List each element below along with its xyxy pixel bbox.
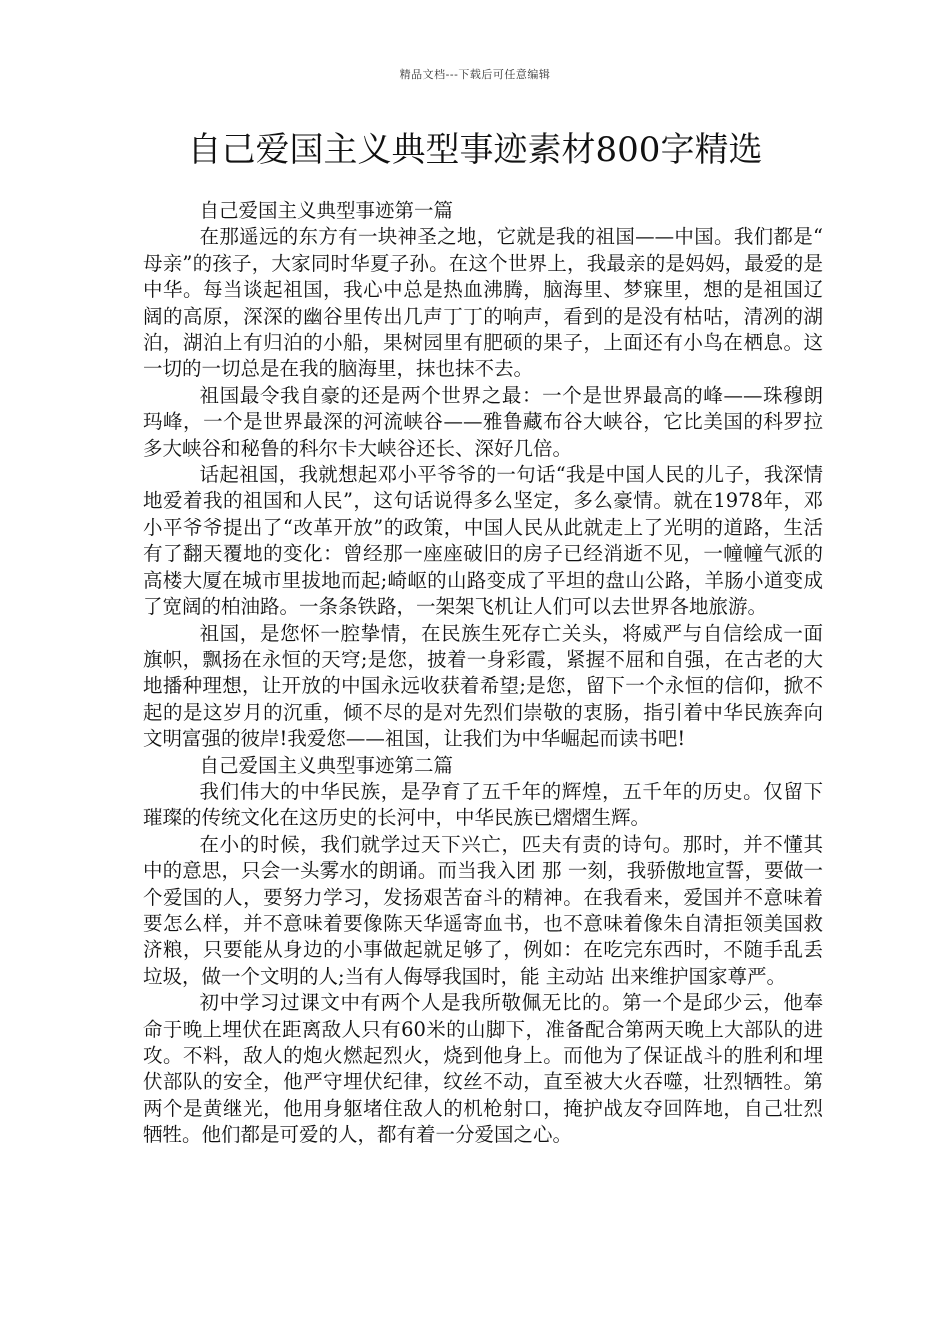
- paragraph: 在小的时候，我们就学过天下兴亡，匹夫有责的诗句。那时，并不懂其中的意思，只会一头雾水的朗诵。而当我入团 那 一刻，我骄傲地宣誓，要做一个爱国的人，要努力学习，发扬艰苦奋斗的精神。在我看来，爱国并不意味着要怎么样，并不意味着要像陈天华遥寄血书，也不意味着像朱自清拒领美国救济粮，只要能从身边的小事做起就足够了，例如：在吃完东西时，不随手乱丢垃圾，做一个文明的人;当有人侮辱我国时，能 主动站 出来维护国家尊严。: [143, 832, 823, 988]
- paragraph: 话起祖国，我就想起邓小平爷爷的一句话“我是中国人民的儿子，我深情地爱着我的祖国和人民”，这句话说得多么坚定，多么豪情。就在1978年，邓小平爷爷提出了“改革开放”的政策，中国人民从此就走上了光明的道路，生活有了翻天覆地的变化：曾经那一座座破旧的房子已经消逝不见，一幢幢气派的高楼大厦在城市里拔地而起;崎岖的山路变成了平坦的盘山公路，羊肠小道变成了宽阔的柏油路。一条条铁路，一架架飞机让人们可以去世界各地旅游。: [143, 463, 823, 619]
- paragraph: 祖国最令我自豪的还是两个世界之最：一个是世界最高的峰——珠穆朗玛峰，一个是世界最深的河流峡谷——雅鲁藏布谷大峡谷，它比美国的科罗拉多大峡谷和秘鲁的科尔卡大峡谷还长、深好几倍。: [143, 383, 823, 460]
- section-heading-1: 自己爱国主义典型事迹第一篇: [199, 199, 454, 222]
- section-heading-2: 自己爱国主义典型事迹第二篇: [199, 753, 454, 777]
- document-body: [143, 198, 823, 1149]
- paragraph: 祖国，是您怀一腔挚情，在民族生死存亡关头，将威严与自信绘成一面旗帜，飘扬在永恒的天穹;是您，披着一身彩霞，紧握不屈和自强，在古老的大地播种理想，让开放的中国永远收获着希望;是您，留下一个永恒的信仰，掀不起的是这岁月的沉重，倾不尽的是对先烈们崇敬的衷肠，指引着中华民族奔向文明富强的彼岸!我爱您——祖国，让我们为中华崛起而读书吧!: [143, 621, 823, 751]
- paragraph: 我们伟大的中华民族，是孕育了五千年的辉煌，五千年的历史。仅留下璀璨的传统文化在这历史的长河中，中华民族已熠熠生辉。: [143, 779, 823, 830]
- paragraph: 初中学习过课文中有两个人是我所敬佩无比的。第一个是邱少云，他奉命于晚上埋伏在距离敌人只有60米的山脚下，准备配合第两天晚上大部队的进攻。不料，敌人的炮火燃起烈火，烧到他身上。而他为了保证战斗的胜利和埋伏部队的安全，他严守埋伏纪律，纹丝不动，直至被大火吞噬，壮烈牺牲。第两个是黄继光，他用身躯堵住敌人的机枪射口，掩护战友夺回阵地，自己壮烈牺牲。他们都是可爱的人，都有着一分爱国之心。: [143, 991, 823, 1147]
- paragraph: 在那遥远的东方有一块神圣之地，它就是我的祖国——中国。我们都是“母亲”的孩子，大家同时华夏子孙。在这个世界上，我最亲的是妈妈，最爱的是中华。每当谈起祖国，我心中总是热血沸腾，脑海里、梦寐里，想的是祖国辽阔的高原，深深的幽谷里传出几声丁丁的响声，看到的是没有枯咕，清冽的湖泊，湖泊上有归泊的小船，果树园里有肥硕的果子，上面还有小鸟在栖息。这一切的一切总是在我的脑海里，抹也抹不去。: [143, 225, 823, 381]
- page-header-note: 精品文档---下载后可任意编辑: [399, 68, 551, 81]
- document-title: 自己爱国主义典型事迹素材800字精选: [187, 130, 763, 170]
